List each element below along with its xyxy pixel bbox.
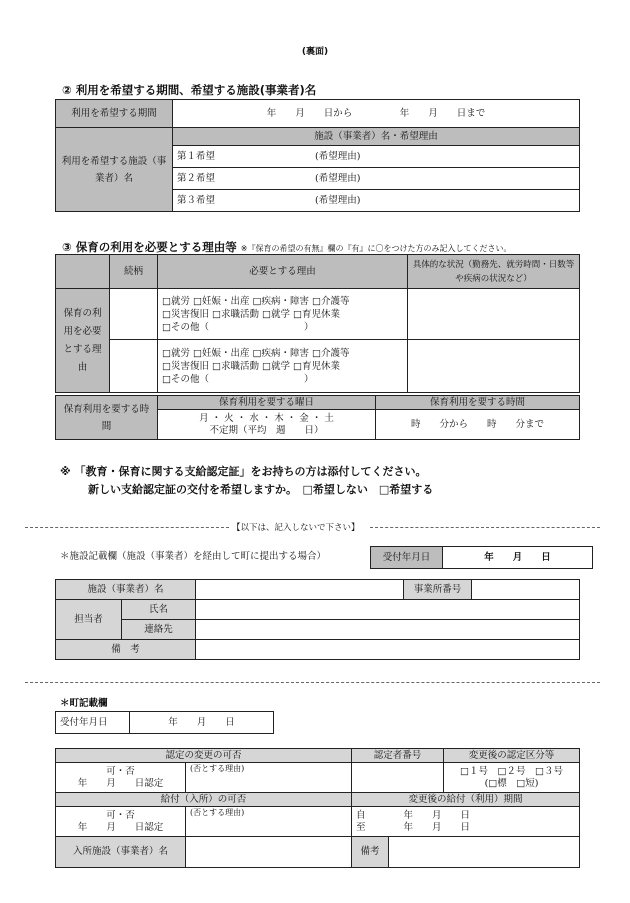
hours-value[interactable]: 時 分から 時 分まで — [376, 410, 580, 440]
divider-right — [370, 527, 600, 528]
choice-row-1[interactable] — [173, 146, 580, 168]
section3-note: ※『保育の希望の有無』欄の『有』に〇をつけた方のみ記入してください。 — [240, 244, 512, 253]
relation-input-1[interactable] — [110, 289, 158, 340]
enroll-facility-label: 入所施設（事業者）名 — [56, 837, 186, 868]
section3-heading — [62, 239, 511, 255]
days-value[interactable] — [158, 410, 376, 440]
need-reason-label: 保育の利用を必要とする理由 — [56, 289, 110, 393]
certificate-question[interactable]: 新しい支給認定証の交付を希望しますか。 □希望しない □希望する — [88, 483, 434, 496]
category-options: □１号 □２号 □３号 — [460, 765, 563, 777]
choice-label: 第３希望 — [177, 194, 216, 206]
benefit-cert-date: 年 月 日認定 — [77, 821, 164, 833]
divider-town — [25, 682, 600, 683]
town-remarks-label: 備考 — [352, 837, 389, 867]
change-possible[interactable] — [56, 763, 186, 793]
town-table — [55, 748, 580, 868]
facility-label: 利用を希望する施設（事業者）名 — [56, 128, 173, 212]
section3-title: ③ 保育の利用を必要とする理由等 — [62, 240, 237, 254]
choice-row-3[interactable] — [173, 190, 580, 212]
reason-checks-1[interactable] — [158, 289, 408, 340]
reason-line: □就労 □妊娠・出産 □疾病・障害 □介護等 — [162, 347, 350, 359]
facility-remarks-input[interactable] — [196, 640, 580, 660]
benefit-header: 給付（入所）の可否 — [56, 793, 352, 807]
divider-left — [25, 527, 229, 528]
choice-reason: (希望理由) — [315, 150, 361, 162]
facility-received-table — [370, 546, 593, 569]
town-remarks-input[interactable] — [389, 837, 579, 867]
detail-header: 具体的な状況（勤務先、就労時間・日数等や疾病の状況など） — [408, 255, 580, 289]
reason-line: □災害復旧 □求職活動 □就学 □育児休業 — [162, 360, 340, 372]
town-remarks-cell — [352, 837, 580, 868]
choice-reason: (希望理由) — [315, 194, 361, 206]
facility-name-label: 施設（事業者）名 — [56, 580, 196, 600]
days-options: 月 ・ 火 ・ 水 ・ 木 ・ 金 ・ 土 — [199, 412, 334, 424]
town-section-heading: ＊町記載欄 — [60, 698, 108, 709]
choice-row-2[interactable] — [173, 168, 580, 190]
time-table — [55, 395, 580, 440]
possible-options: 可・否 — [106, 765, 135, 777]
facility-remarks-label: 備 考 — [56, 640, 196, 660]
reason-line: □災害復旧 □求職活動 □就学 □育児休業 — [162, 308, 340, 320]
reason-line: □その他（ ） — [162, 321, 314, 333]
benefit-possible[interactable] — [56, 807, 186, 837]
corner-cell — [56, 255, 110, 289]
staff-contact-input[interactable] — [196, 620, 580, 640]
enroll-facility-input[interactable] — [186, 837, 352, 868]
town-received-value[interactable]: 年 月 日 — [130, 712, 274, 734]
facility-section-heading: ＊施設記載欄（施設（事業者）を経由して町に提出する場合） — [60, 551, 327, 562]
reason-line: □就労 □妊娠・出産 □疾病・障害 □介護等 — [162, 295, 350, 307]
category-sub-options: (□標 □短) — [484, 777, 539, 789]
change-reason[interactable]: (否とする理由) — [186, 763, 352, 793]
period-header: 変更後の給付（利用）期間 — [352, 793, 580, 807]
cert-date: 年 月 日認定 — [77, 777, 164, 789]
category-header: 変更後の認定区分等 — [444, 749, 580, 763]
section3-table — [55, 254, 580, 393]
benefit-reason[interactable]: (否とする理由) — [186, 807, 352, 837]
staff-label: 担当者 — [56, 600, 122, 640]
facility-table — [55, 579, 580, 660]
cert-no-input[interactable] — [352, 763, 444, 793]
detail-input-1[interactable] — [408, 289, 580, 340]
office-number-label: 事業所番号 — [404, 580, 472, 600]
relation-input-2[interactable] — [110, 340, 158, 393]
divider-text: 【以下は、記入しないで下さい】 — [232, 523, 360, 533]
days-header: 保育利用を要する曜日 — [158, 396, 376, 410]
facility-received-value[interactable]: 年 月 日 — [443, 547, 593, 569]
section2-heading: ② 利用を希望する期間、希望する施設(事業者)名 — [62, 83, 317, 97]
category-options-cell[interactable] — [444, 763, 580, 793]
staff-name-input[interactable] — [196, 600, 580, 620]
reason-header: 必要とする理由 — [158, 255, 408, 289]
page-label: (裏面) — [301, 47, 329, 57]
change-header: 認定の変更の可否 — [56, 749, 352, 763]
town-received-table — [55, 711, 274, 734]
choice-label: 第２希望 — [177, 172, 216, 184]
benefit-options: 可・否 — [106, 809, 135, 821]
choice-reason: (希望理由) — [315, 172, 361, 184]
certificate-notice: ※ 「教育・保育に関する支給認定証」をお持ちの方は添付してください。 — [60, 465, 427, 478]
town-received-label: 受付年月日 — [56, 712, 130, 734]
period-range[interactable] — [352, 807, 580, 837]
period-to: 至 年 月 日 — [356, 821, 471, 833]
reason-line: □その他（ ） — [162, 373, 314, 385]
facility-header: 施設（事業者）名・希望理由 — [173, 128, 580, 146]
choice-label: 第１希望 — [177, 150, 216, 162]
facility-received-label: 受付年月日 — [371, 547, 443, 569]
staff-contact-label: 連絡先 — [122, 620, 196, 640]
period-value[interactable]: 年 月 日から 年 月 日まで — [173, 100, 580, 128]
detail-input-2[interactable] — [408, 340, 580, 393]
period-from: 自 年 月 日 — [356, 809, 471, 821]
days-irregular: 不定期（平均 週 日） — [209, 424, 324, 436]
cert-no-header: 認定者番号 — [352, 749, 444, 763]
staff-name-label: 氏名 — [122, 600, 196, 620]
time-label: 保育利用を要する時間 — [56, 396, 158, 440]
office-number-input[interactable] — [472, 580, 580, 600]
relation-header: 続柄 — [110, 255, 158, 289]
period-label: 利用を希望する期間 — [56, 100, 173, 128]
section2-table — [55, 99, 580, 212]
reason-checks-2[interactable] — [158, 340, 408, 393]
facility-name-input[interactable] — [196, 580, 404, 600]
hours-header: 保育利用を要する時間 — [376, 396, 580, 410]
